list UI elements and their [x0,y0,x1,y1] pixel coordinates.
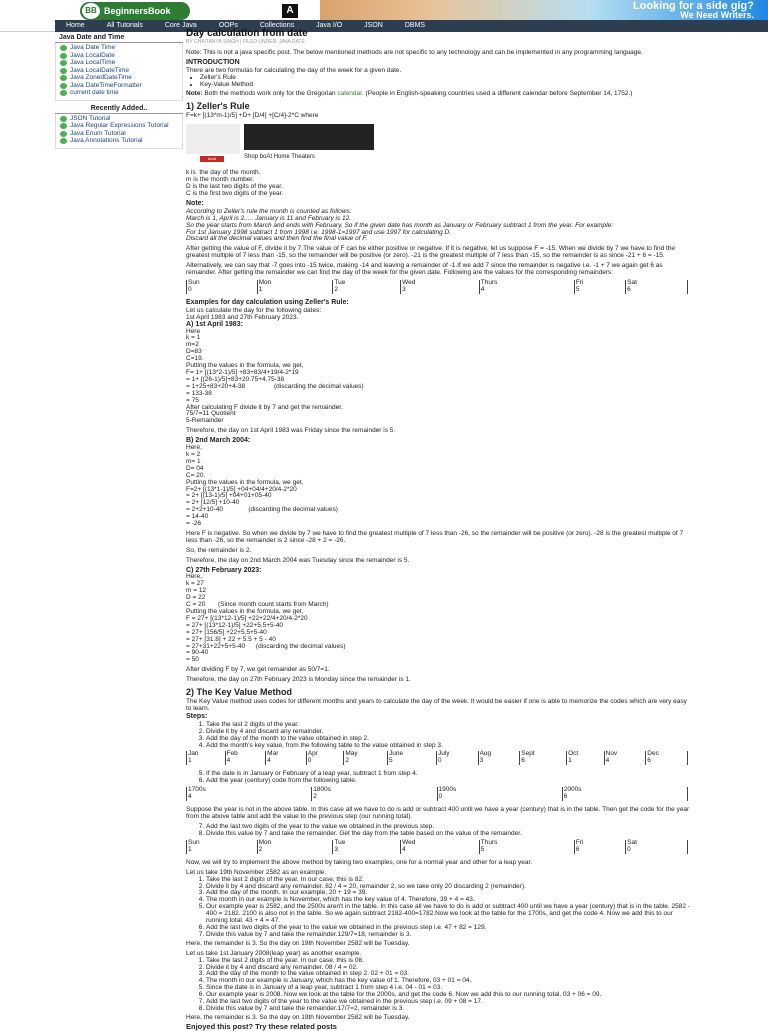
sidebar-item[interactable] [60,122,182,130]
table-header-cell: May [344,751,388,758]
table-cell: 6 [520,758,567,765]
table-header-cell: July [436,751,478,758]
table-header-cell: Apr [306,751,344,758]
note-line: Discard all the decimal values and then find the final value of F. [186,235,368,243]
calc-line: 5-Remainder [186,417,224,425]
table-cell: 0 [626,847,688,854]
table-cell: 0 [306,758,344,765]
step-item: 4. Add the month's key value, from the following table to the value obtained in step 3. [206,743,694,750]
example-b-result: Therefore, the day on 2nd March 2004 was Tuesday since the remainder is 5. [186,556,410,564]
method-item: • Key-Value Method [200,82,694,89]
sidebar [55,33,183,149]
calc-line: = 90-40 [186,649,209,657]
inline-ad[interactable] [186,124,386,166]
table-cell: 1 [567,758,605,765]
example1-result: Here, the remainder is 3. So the day on 19th November 2582 will be Tuesday. [186,939,410,947]
ad-badge-text: boAt [207,156,217,162]
table-cell: 2 [257,847,333,854]
sidebar-item[interactable] [60,115,182,123]
ad-placeholder [186,124,240,154]
calc-line: = 14-40 [186,513,209,521]
step-item: 3. Add the day of the month to the value obtained in step 2. 02 + 01 = 03. [206,971,694,978]
table-header-cell: Oct [567,751,605,758]
step-item: 4. The month in our example is November, which has the key value of 4. Therefore, 39 + 4 = 43. [206,897,694,904]
examples-intro [186,308,694,322]
example1-intro: Let us take 19th November 2582 as an example. [186,868,327,876]
key-value-intro: The Key Value method uses codes for different months and years to calculate the day of the week. It would be easier if one is able to memorize the codes which are very easy to learn. [186,698,687,712]
steps-list [206,722,694,750]
calc-line: = -26 [186,520,201,528]
example2-steps [206,958,694,1013]
table-cell: 6 [574,847,625,854]
bullet-icon [60,138,67,144]
step-item: 6. Add the last two digits of the year to the value we obtained in the previous step i.e. 47 + 82 = 129. [206,925,694,932]
note-line: For 1st January 1998 subtract 1 from 1998 i.e. 1998-1=1997 and use 1997 for calculating D. [186,228,452,236]
example1-steps [206,877,694,939]
note-text: . (People in English-speaking countries used a different calendar before September 14, 1752.) [361,90,633,98]
sidebar-item-label: Java Regular Expressions Tutorial [70,122,169,129]
variable-line: m is the month number. [186,176,254,184]
calc-line: After calculating F divide it by 7 and get the remainder. [186,403,343,411]
note-month-count [186,209,694,244]
calc-line: m=2 [186,341,199,349]
calc-line: F= 1+ [(13*2-1)/5] +83+83/4+19/4-2*19 [186,369,299,376]
sidebar-item-label: Java DateTimeFormatter [70,81,142,89]
table-header-row [187,787,688,794]
example-a-result: Therefore, the day on 1st April 1983 was Friday since the remainder is 5. [186,427,396,435]
sidebar-list-date-time [55,43,183,101]
intro-line: Let us calculate the day for the following dates: [186,306,322,314]
table-header-cell: Thurs [479,840,574,847]
sidebar-section-title: Java Date and Time [55,33,183,43]
calc-line: k = 2 [186,450,201,458]
step-item: 2. Divide it by 4 and discard any remainder. 82 / 4 = 20, remainder 2, so we take only 20 discarding 2 (remainder). [206,884,694,891]
steps-list [206,771,694,785]
century-code-table [186,787,688,801]
table-header-cell: Dec [646,751,688,758]
banner-line1: Looking for a side gig? [633,0,754,12]
steps-list [206,824,694,838]
calc-line: C= 20. [186,471,206,479]
calc-line: = 27+31+22+5+5-40 (discarding the decimal values) [186,642,346,650]
table-header-cell: Sun [187,840,258,847]
table-header-cell: Wed [401,840,480,847]
nav-link[interactable]: JSON [364,22,383,29]
table-cell: 6 [646,758,688,765]
nav-link[interactable]: Collections [259,22,295,29]
calc-line: Here [186,327,201,335]
example-c-result: Therefore, the day on 27th February 2023 is Monday since the remainder is 1. [186,676,411,684]
step-item: 5. Since the date is in January of a leap year, subtract 1 from step 4 i.e. 04 - 01 = 03. [206,985,694,992]
sidebar-item[interactable] [60,59,182,67]
sidebar-item-label: Java LocalDateTime [70,66,130,74]
step-item: 3. Add the day of the month. In our example, 20 + 19 = 39. [206,890,694,897]
calc-line: = 50 [186,656,199,664]
step-item: 2. Divide it by 4 and discard any remainder. 08 / 4 = 02. [206,965,694,972]
note-label: Note: [186,90,203,98]
ad-caption: Shop boAt Home Theaters [244,154,315,161]
table-header-cell: Mon [257,280,333,287]
calc-line: = 1+ [(26-1)/5]+83+20.75+4.75-38 [186,375,285,383]
table-header-cell: Sat [626,840,688,847]
table-header-cell: Aug [478,751,520,758]
table-cell: 3 [401,287,480,294]
table-cell: 1 [187,847,258,854]
step-item: 4. The month in our example is January, which has the key value of 1. Therefore, 03 + 01 = 04. [206,978,694,985]
bullet-icon [60,83,67,89]
table-header-cell: 1900s [437,787,562,794]
negative-paragraph: After getting the value of F, divide it by 7.The value of F can be either positive or negative. If it is negative, let us suppose F = -15. When we divide by 7 we have to find the greatest multiple of 7 less than -15, so the remainder will be positive (or zero). -21 is the greatest multiple of 7 less than -15, so the remainder is as since -21 + 6 = -15. [186,245,676,260]
calc-line: = 27+ [156/5] +22+5.5+5-40 [186,628,267,636]
related-posts-heading: Enjoyed this post? Try these related posts [186,1021,337,1031]
site-logo[interactable] [80,2,190,20]
byline: BY CHAITANYA SINGH | FILED UNDER: JAVA DATE [186,39,305,45]
table-cell: 3 [333,847,401,854]
table-header-cell: 1700s [187,787,312,794]
ad-choice-icon[interactable]: A [282,4,298,18]
table-row [187,847,688,854]
table-cell: 4 [225,758,266,765]
logo-mark: BB [82,3,100,19]
calc-line: = 1+25+83+20+4-38 (discarding the decimal values) [186,382,364,390]
table-header-cell: Mon [257,840,333,847]
bullet-icon [60,68,67,74]
calc-line: m = 12 [186,587,207,595]
nav-link[interactable]: All Tutorials [106,22,143,29]
ad-brand-badge [200,156,224,162]
table-header-cell: Fri [574,280,625,287]
note-line: So the year starts from March and ends with February. So if the given date has month as January or February subtract 1 from the year. For example: [186,221,614,229]
sidebar-item-label: Java LocalTime [70,59,116,66]
table-cell: 6 [626,287,688,294]
nav-link[interactable]: Home [66,22,85,29]
example-b-title: B) 2nd March 2004: [186,437,251,445]
bullet-icon [60,131,67,137]
step-item: 6. Add the year (century) code from the following table. [206,778,694,785]
calc-line: D=83 [186,348,202,356]
calc-line: C = 20 (Since month count starts from March) [186,601,329,609]
remainder-day-table [186,840,688,854]
step-item: 2. Divide it by 4 and discard any remainder. [206,729,694,736]
table-header-cell: Sun [187,280,258,287]
zeller-formula: F=k+ [(13*m-1)/5] +D+ [D/4] +[C/4]-2*C where [186,112,319,120]
zeller-variables [186,170,694,198]
calc-line: Here, [186,444,202,452]
calc-line: = 27+ [(13*12-1)/5] +22+5.5+5-40 [186,621,284,629]
sidebar-item-label: current date time [70,89,119,96]
calc-line: F=2+ [(13*1-1)/5] +04+04/4+20/4-2*20 [186,485,297,493]
sidebar-item-label: JSON Tutorial [70,114,111,122]
example2-result: Here, the remainder is 3. So the day on 19th November 2582 will be Tuesday. [186,1013,410,1021]
example-b-remainder: So, the remainder is 2. [186,546,252,554]
calc-line: = 2+ [(13-1)/5] +04+01+05-40 [186,492,272,500]
calc-line: F = 27+ [(13*12-1)/5] +22+22/4+20/4-2*20 [186,614,308,622]
step-item: 8. Divide this value by 7 and take the remainder.17/7=2, remainder is 3. [206,1006,694,1013]
calendar-link[interactable]: calendar [337,90,362,98]
sidebar-item[interactable] [60,67,182,75]
variable-line: D is the last two digits of the year. [186,183,283,191]
calc-line: 75/7=11 Quotient [186,410,236,418]
example-b-negative: Here F is negative. So when we divide by 7 we have to find the greatest multiple of 7 less than -26, so the remainder will be positive (or zero). -28 is the greatest multiple of 7 less than -26, so the remainder is 2 since -28 + 2 = -26. [186,529,684,544]
table-cell: 2 [312,794,437,801]
intro-text: There are two formulas for calculating the day of the week for a given date. [186,66,402,74]
calc-line: m= 1 [186,457,201,465]
table-cell: 1 [187,758,226,765]
ad-image [244,124,374,150]
table-cell: 5 [388,758,437,765]
table-header-cell: June [388,751,437,758]
step-item: 3. Add the day of the month to the value obtained in step 2. [206,736,694,743]
table-cell: 2 [333,287,401,294]
step-item: 5. Our example year is 2582, and the 2500s aren't in the table. In this case all we have to do is add or subtract 400 until we have a year (century) that is in the table. 2582 - 400 = 2182. 2100 is also not in the table. So we again subtract 2182-400=1782.Now we look at the table for the 1700s, and get the code 4. Now we add this to our running total. 43 + 4 = 47. [206,904,694,925]
bullet-icon [60,123,67,129]
table-header-cell: Sat [626,280,688,287]
table-cell: 4 [401,847,480,854]
step-item: 5. If the date is in January or February of a leap year, subtract 1 from step 4. [206,771,694,778]
example-a-title: A) 1st April 1983: [186,320,243,328]
remainder-day-table [186,280,688,294]
table-row [187,287,688,294]
nav-link[interactable]: Java I/O [316,22,343,29]
variable-line: k is the day of the month. [186,169,261,177]
sidebar-item-label: Java LocalDate [70,51,115,59]
zeller-heading: 1) Zeller's Rule [186,101,250,112]
note-label: Note: [186,199,204,207]
example2-intro: Let us take 1st January 2008(leap year) as another example. [186,949,362,957]
table-cell: 1 [257,287,333,294]
nav-link[interactable]: OOPs [218,22,238,29]
intro-line: 1st April 1983 and 27th February 2023. [186,313,299,321]
note-gregorian [186,91,694,98]
nav-link[interactable]: Core Java [164,22,197,29]
bullet-icon [60,53,67,59]
table-cell: 2 [344,758,388,765]
example-a-body [186,329,694,426]
month-key-table [186,751,688,765]
bullet-icon [60,90,67,96]
variable-line: C is the first two digits of the year. [186,189,284,197]
step-item: 7. Divide this value by 7 and take the remainder.129/7=18, remainder is 3. [206,932,694,939]
sidebar-item[interactable] [60,82,182,90]
table-header-cell: Fri [574,840,625,847]
sidebar-item[interactable] [60,52,182,60]
table-row [187,794,688,801]
sidebar-item[interactable] [60,44,182,52]
table-header-row [187,751,688,758]
table-cell: 5 [479,847,574,854]
note-line: According to Zeller's rule the month is counted as follows: [186,207,352,215]
bullet-icon [60,45,67,51]
table-header-cell: Thurs [479,280,574,287]
calc-line: = 27+ [31.8] + 22 + 5.5 + 5 - 40 [186,635,276,643]
table-cell: 4 [479,287,574,294]
calc-line: k = 1 [186,334,201,342]
bullet-icon [60,75,67,81]
step-item: 8. Divide this value by 7 and take the remainder. Get the day from the table based on the value of the remainder. [206,831,694,838]
step-item: 1. Take the last 2 digits of the year. [206,722,694,729]
header-banner-ad[interactable] [320,0,768,20]
table-cell: 0 [437,794,562,801]
key-value-heading: 2) The Key Value Method [186,687,293,698]
note-text: Both the methods work only for the Gregorian [202,90,338,98]
section-heading: INTRODUCTION [186,58,240,66]
note-paragraph: Note: This is not a java specific post. The below mentioned methods are not specific to any technology and can be implemented in any programming language. [186,48,643,56]
step-item: 7. Add the last two digits of the year to the value we obtained in the previous step. [206,824,694,831]
calc-line: C=19. [186,355,204,363]
calc-line: Putting the values in the formula, we get, [186,362,304,370]
table-cell: 5 [574,287,625,294]
steps-label: Steps: [186,712,208,720]
suppose-paragraph: Suppose the year is not in the above table. In this case all we have to do is add or subtract 400 until we have a year (century) that is in the table. Then get the code for the year from the above table and add the value to the previous step (our running total). [186,806,690,821]
sidebar-section-title: Recently Added.. [55,104,183,114]
step-item: 1. Take the last 2 digits of the year. In our case, this is 08. [206,958,694,965]
table-header-cell: Tue [333,840,401,847]
article [186,28,694,1031]
step-item: 7. Add the last two digits of the year to the value we obtained in the previous step i.e. 09 + 08 = 17. [206,999,694,1006]
example-c-body [186,574,694,664]
table-cell: 6 [562,794,687,801]
table-row [187,758,688,765]
step-item: 6. Our example year is 2008. Now we look at the table for the 2000s, and get the code 6. Now we add this to our running total. 03 + 06 = 09. [206,992,694,999]
calc-line: Here, [186,573,202,581]
table-header-cell: Nov [604,751,646,758]
sidebar-item[interactable] [60,74,182,82]
calc-line: D= 04 [186,464,204,472]
method-item: • Zeller's Rule [200,75,694,82]
table-cell: 4 [187,794,312,801]
note-line: March is 1, April is 2..... January is 11 and February is 12. [186,214,352,222]
bullet-icon [60,60,67,66]
calc-line: = 75 [186,396,199,404]
example-c-after: After dividing F by 7, we get remainder as 50/7=1. [186,666,330,674]
table-cell: 4 [266,758,307,765]
sidebar-item-label: Java Date Time [70,44,116,51]
example-c-title: C) 27th February 2023: [186,566,262,574]
sidebar-item-label: Java ZonedDateTime [70,74,132,81]
sidebar-item[interactable] [60,137,182,145]
table-cell: 0 [436,758,478,765]
now-paragraph: Now, we will try to implement the above method by taking two examples, one for a normal year and other for a leap year. [186,858,533,866]
calc-line: = 133-38 [186,389,212,397]
bullet-icon [60,116,67,122]
calc-line: D = 22 [186,594,206,602]
nav-link[interactable]: DBMS [404,22,426,29]
table-header-cell: Tue [333,280,401,287]
table-cell: 0 [187,287,258,294]
table-cell: 3 [478,758,520,765]
table-header-cell: Jan [187,751,226,758]
logo-text: BeginnersBook [104,6,171,16]
sidebar-item-label: Java Annotations Tutorial [70,137,143,144]
examples-heading: Examples for day calculation using Zeller's Rule: [186,298,349,306]
table-cell: 4 [604,758,646,765]
calc-line: Putting the values in the formula, we get, [186,608,304,615]
sidebar-item[interactable] [60,130,182,138]
table-header-cell: Wed [401,280,480,287]
banner-line2: We Need Writers. [680,10,754,20]
sidebar-item-label: Java Enum Tutorial [70,129,126,137]
calc-line: Putting the values in the formula, we get, [186,478,304,486]
sidebar-item[interactable] [60,89,182,97]
step-item: 1. Take the last 2 digits of the year. In our case, this is 82. [206,877,694,884]
page-title: Day calculation from date [186,28,308,39]
table-header-cell: 2000s [562,787,687,794]
example-b-body [186,445,694,528]
alternative-paragraph: Alternatively, we can say that -7 goes into -15 twice, making -14 and leaving a remainder of -1.If we add 7 since the remainder is negative i.e. -1 + 7 we again get 6 as remainder. After getting the remainder we can find the day of the week for the given date. Following are the values for the corresponding remainders: [186,262,663,277]
table-header-cell: Mar [266,751,307,758]
calc-line: = 2+ [12/5] +10-40 [186,499,240,507]
table-header-cell: Sept [520,751,567,758]
table-header-cell: Feb [225,751,266,758]
method-list [200,75,694,89]
banner-text [633,2,754,20]
sidebar-list-recent [55,114,183,149]
calc-line: = 2+2+10-40 (discarding the decimal values) [186,506,338,514]
calc-line: k = 27 [186,580,204,588]
table-header-cell: 1800s [312,787,437,794]
